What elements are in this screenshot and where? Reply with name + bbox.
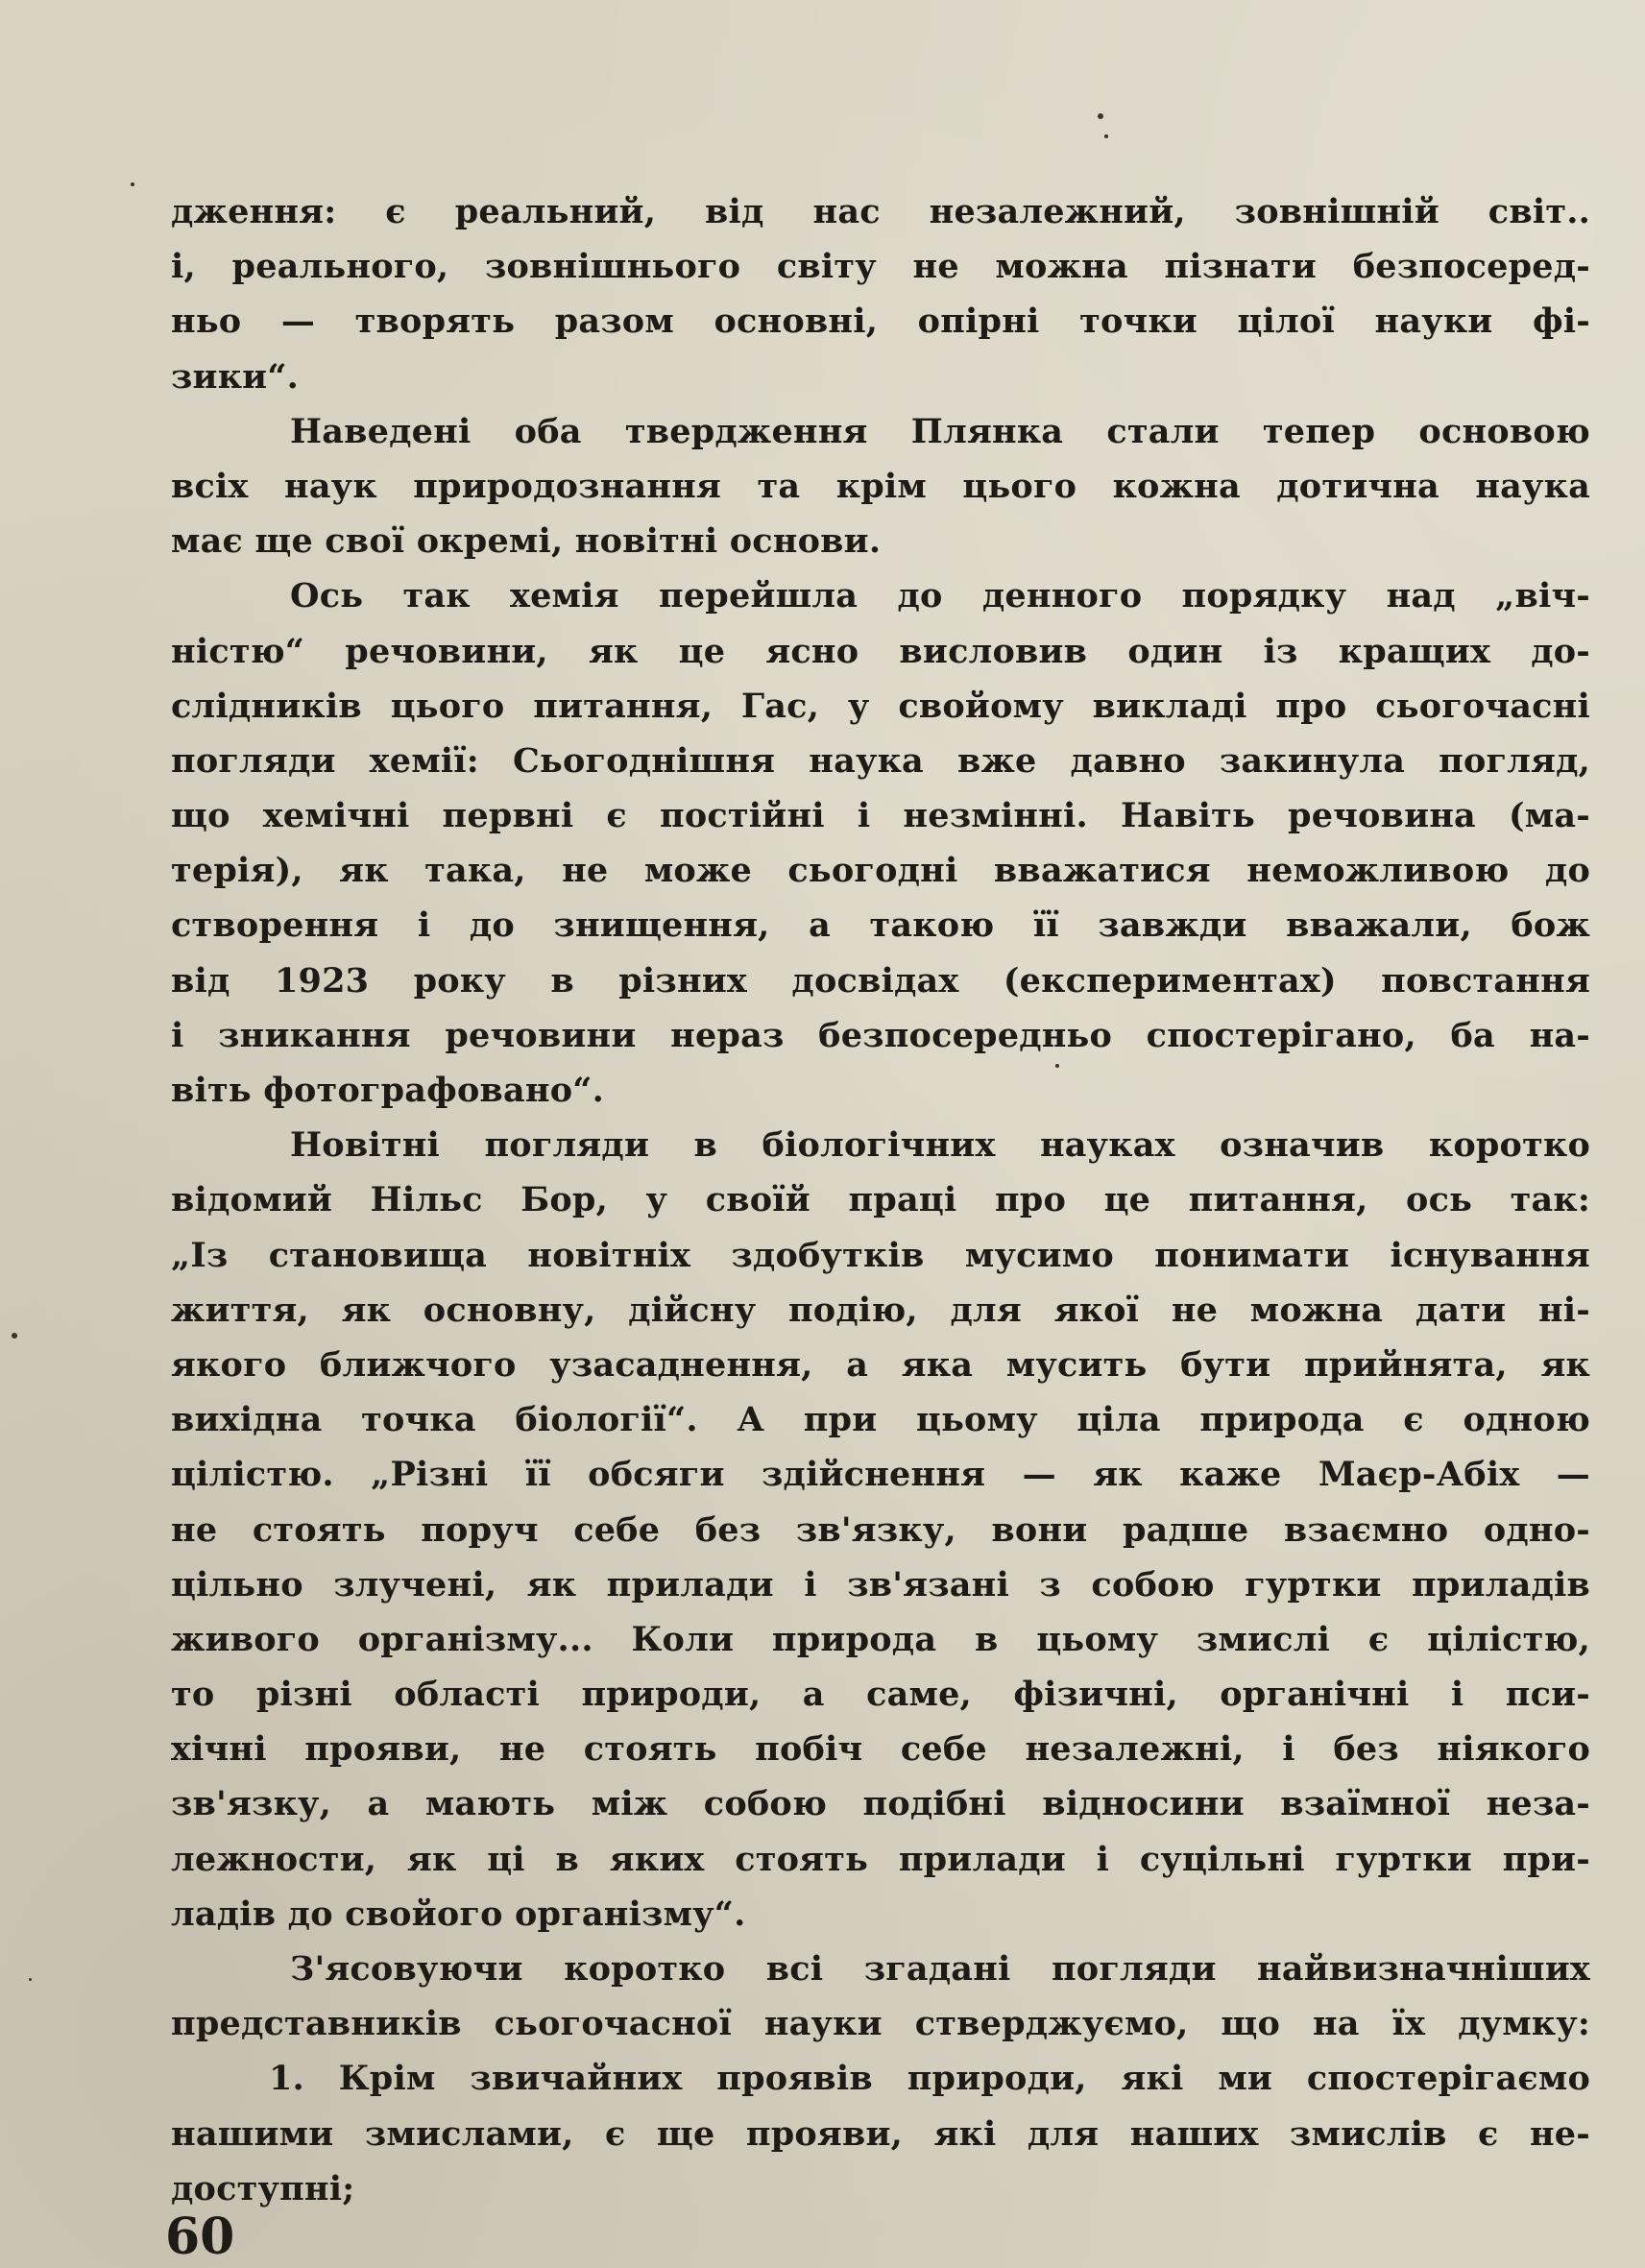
text-line: погляди хемії: Сьогоднішня наука вже давно закинула погляд,	[171, 740, 1590, 781]
text-line: лежности, як ці в яких стоять прилади і суцільні гуртки при-	[171, 1839, 1590, 1879]
text-line: цілістю. „Різні її обсяги здійснення — як каже Маєр-Абіх —	[171, 1455, 1590, 1495]
text-line: доступні;	[171, 2168, 355, 2208]
text-line: Наведені оба твердження Плянка стали тепер основою	[290, 411, 1590, 451]
paper-speck	[12, 1333, 17, 1339]
text-line: вихідна точка біології“. А при цьому ціла природа є одною	[171, 1400, 1590, 1440]
text-line: від 1923 року в різних досвідах (експериментах) повстання	[171, 960, 1590, 1001]
text-line: хічні прояви, не стоять побіч себе незалежні, і без ніякого	[171, 1729, 1590, 1770]
text-line: що хемічні первні є постійні і незмінні. Навіть речовина (ма-	[171, 796, 1590, 836]
body-text	[171, 184, 1590, 2216]
text-line: відомий Нільс Бор, у своїй праці про це питання, ось так:	[171, 1180, 1590, 1220]
text-line: створення і до знищення, а такою її завжди вважали, бож	[171, 905, 1590, 946]
text-line: дження: є реальний, від нас незалежний, зовнішній світ..	[171, 192, 1590, 231]
paper-speck	[1098, 113, 1103, 119]
text-line: нашими змислами, є ще прояви, які для наших змислів є не-	[171, 2113, 1590, 2154]
paper-speck	[1055, 1064, 1059, 1068]
page-number: 60	[165, 2208, 235, 2266]
text-line: представників сьогочасної науки стверджуємо, що на їх думку:	[171, 2004, 1590, 2044]
paper-speck	[29, 1978, 32, 1981]
text-line: і, реального, зовнішнього світу не можна пізнати безпосеред-	[171, 247, 1590, 287]
text-line: якого ближчого узасаднення, а яка мусить бути прийнята, як	[171, 1344, 1590, 1385]
text-line: терія), як така, не може сьогодні вважатися неможливою до	[171, 851, 1590, 891]
text-line: ладів до свойого організму“.	[171, 1894, 746, 1934]
text-line: Ось так хемія перейшла до денного порядку над „віч-	[290, 576, 1590, 616]
text-line: цільно злучені, як прилади і зв'язані з собою гуртки приладів	[171, 1564, 1590, 1604]
text-line: ністю“ речовини, як це ясно висловив один із кращих до-	[171, 631, 1590, 671]
text-line: ньо — творять разом основні, опірні точки цілої науки фі-	[171, 302, 1590, 342]
text-line: віть фотографовано“.	[171, 1071, 604, 1110]
text-line: і зникання речовини нераз безпосередньо спостерігано, ба на-	[171, 1015, 1590, 1055]
text-line: не стоять поруч себе без зв'язку, вони радше взаємно одно-	[171, 1509, 1590, 1550]
text-line: З'ясовуючи коротко всі згадані погляди найвизначніших	[290, 1949, 1590, 1989]
text-line: життя, як основну, дійсну подію, для якої не можна дати ні-	[171, 1290, 1590, 1330]
text-line: має ще свої окремі, новітні основи.	[171, 521, 882, 562]
text-line: „Із становища новітніх здобутків мусимо понимати існування	[171, 1235, 1590, 1275]
paper-speck	[131, 182, 134, 186]
text-line: 1. Крім звичайних проявів природи, які ми спостерігаємо	[269, 2059, 1590, 2099]
text-line: то різні області природи, а саме, фізичні, органічні і пси-	[171, 1675, 1590, 1715]
text-line: Новітні погляди в біологічних науках означив коротко	[290, 1125, 1590, 1166]
text-line: слідників цього питання, Гас, у свойому викладі про сьогочасні	[171, 686, 1590, 726]
text-line: зики“.	[171, 356, 300, 397]
paper-speck	[1104, 134, 1108, 138]
text-line: живого організму... Коли природа в цьому змислі є цілістю,	[171, 1619, 1590, 1659]
text-line: зв'язку, а мають між собою подібні відносини взаїмної неза-	[171, 1784, 1590, 1824]
text-line: всіх наук природознання та крім цього кожна дотична наука	[171, 466, 1590, 506]
